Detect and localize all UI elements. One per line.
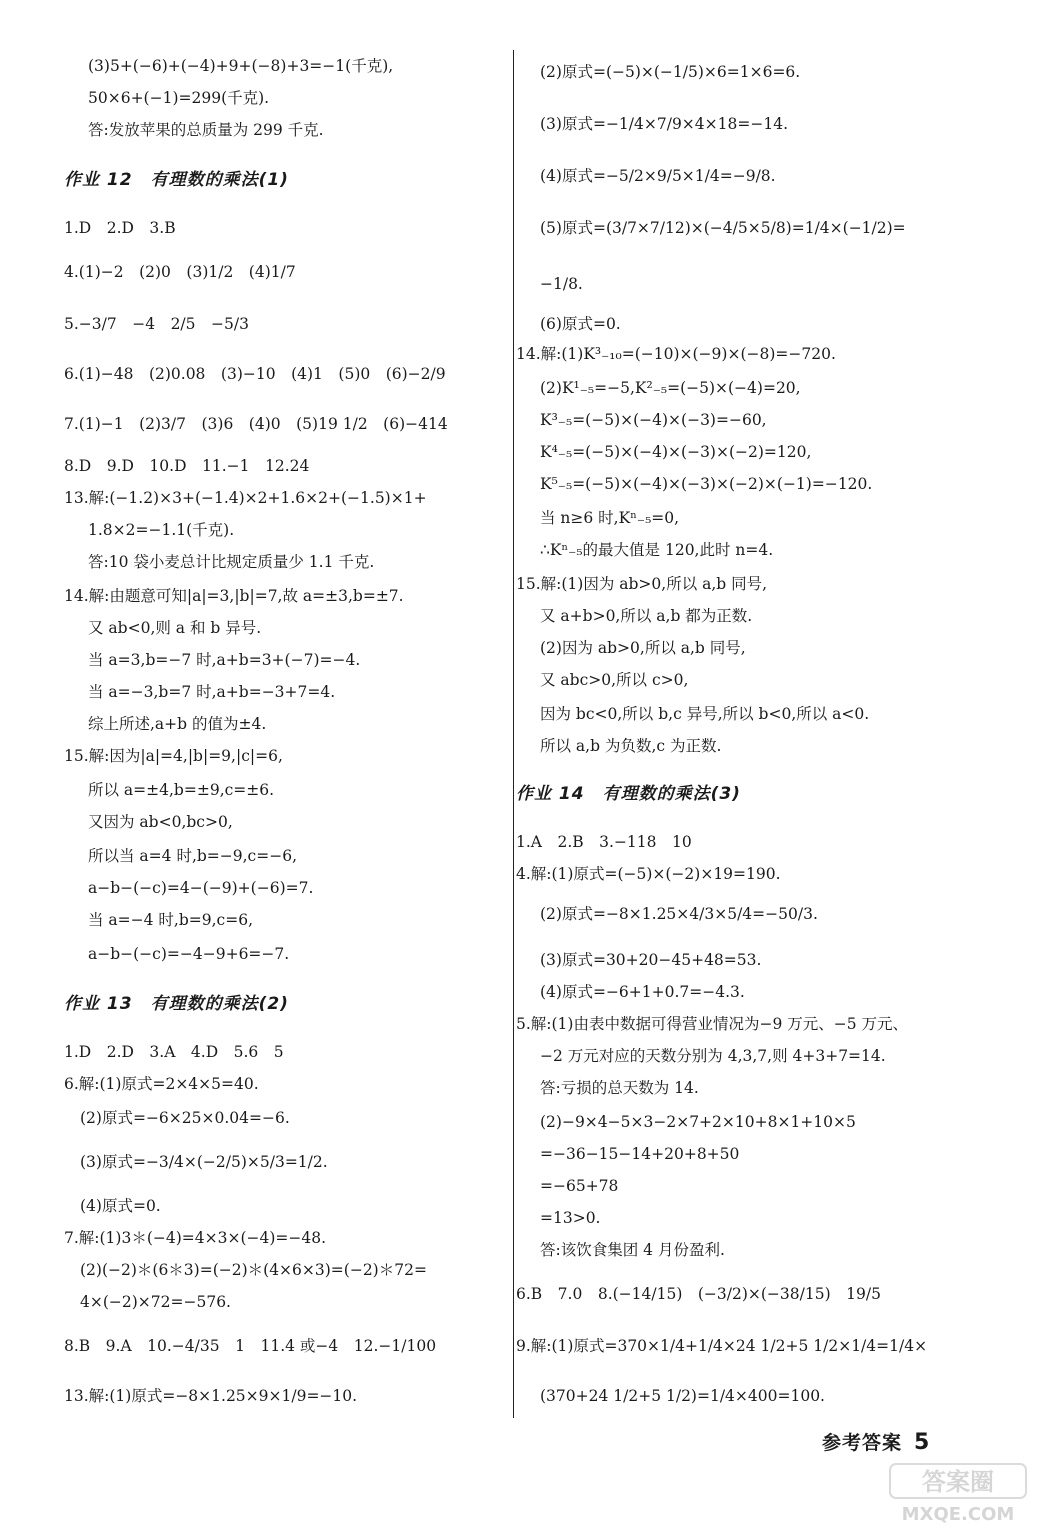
page-number: 5	[914, 1430, 931, 1455]
answer-line: 又 ab<0,则 a 和 b 异号.	[88, 619, 262, 637]
answer-line: 14.解:(1)K³₋₁₀=(−10)×(−9)×(−8)=−720.	[516, 345, 836, 363]
answer-line: 4×(−2)×72=−576.	[80, 1293, 231, 1311]
section-heading: 作业 13 有理数的乘法(2)	[64, 994, 289, 1014]
answer-line: 综上所述,a+b 的值为±4.	[88, 715, 267, 733]
section-heading: 作业 14 有理数的乘法(3)	[516, 784, 741, 804]
answer-line: (2)(−2)＊(6＊3)=(−2)＊(4×6×3)=(−2)＊72=	[80, 1261, 427, 1279]
answer-line: K³₋₅=(−5)×(−4)×(−3)=−60,	[540, 411, 767, 429]
svg-text:答案圈: 答案圈	[922, 1468, 994, 1496]
section-heading: 作业 12 有理数的乘法(1)	[64, 170, 289, 190]
answer-line: (2)原式=−8×1.25×4/3×5/4=−50/3.	[540, 905, 818, 923]
answer-line: (4)原式=0.	[80, 1197, 161, 1215]
answer-line: 当 a=−4 时,b=9,c=6,	[88, 911, 254, 929]
answer-line: 6.解:(1)原式=2×4×5=40.	[64, 1075, 259, 1093]
answer-line: 所以 a,b 为负数,c 为正数.	[540, 737, 722, 755]
answer-line: (2)K¹₋₅=−5,K²₋₅=(−5)×(−4)=20,	[540, 379, 801, 397]
answer-line: 15.解:因为|a|=4,|b|=9,|c|=6,	[64, 747, 283, 765]
answer-line: (3)原式=30+20−45+48=53.	[540, 951, 762, 969]
answer-line: (6)原式=0.	[540, 315, 621, 333]
answer-line: 9.解:(1)原式=370×1/4+1/4×24 1/2+5 1/2×1/4=1/4×	[516, 1337, 928, 1355]
answer-line: 8.B 9.A 10.−4/35 1 11.4 或−4 12.−1/100	[64, 1337, 437, 1355]
answer-line: 所以 a=±4,b=±9,c=±6.	[88, 781, 275, 799]
answer-line: 7.解:(1)3＊(−4)=4×3×(−4)=−48.	[64, 1229, 327, 1247]
answer-line: 当 a=−3,b=7 时,a+b=−3+7=4.	[88, 683, 336, 701]
answer-line: 答:该饮食集团 4 月份盈利.	[540, 1241, 725, 1259]
watermark-logo-icon	[888, 1462, 1028, 1526]
answer-line: (2)因为 ab>0,所以 a,b 同号,	[540, 639, 746, 657]
answer-line: 5.解:(1)由表中数据可得营业情况为−9 万元、−5 万元、	[516, 1015, 909, 1033]
answer-line: (3)原式=−3/4×(−2/5)×5/3=1/2.	[80, 1153, 328, 1171]
answer-line: a−b−(−c)=−4−9+6=−7.	[88, 945, 290, 963]
answer-line: ∴Kⁿ₋₅的最大值是 120,此时 n=4.	[540, 541, 774, 559]
answer-line: (4)原式=−6+1+0.7=−4.3.	[540, 983, 745, 1001]
page-footer	[822, 1428, 930, 1455]
answer-line: (2)原式=(−5)×(−1/5)×6=1×6=6.	[540, 63, 801, 81]
svg-text:MXQE.COM: MXQE.COM	[901, 1504, 1015, 1525]
answer-line: −1/8.	[540, 275, 583, 293]
answer-line: 8.D 9.D 10.D 11.−1 12.24	[64, 457, 310, 475]
answer-line: =−36−15−14+20+8+50	[540, 1145, 740, 1163]
answer-line: K⁵₋₅=(−5)×(−4)×(−3)×(−2)×(−1)=−120.	[540, 475, 873, 493]
answer-line: 14.解:由题意可知|a|=3,|b|=7,故 a=±3,b=±7.	[64, 587, 404, 605]
answer-line: 7.(1)−1 (2)3/7 (3)6 (4)0 (5)19 1/2 (6)−414	[64, 415, 448, 433]
answer-line: 答:发放苹果的总质量为 299 千克.	[88, 121, 324, 139]
answer-line: 4.解:(1)原式=(−5)×(−2)×19=190.	[516, 865, 781, 883]
answer-line: K⁴₋₅=(−5)×(−4)×(−3)×(−2)=120,	[540, 443, 812, 461]
answer-line: 答:亏损的总天数为 14.	[540, 1079, 699, 1097]
column-divider	[513, 50, 514, 1418]
answer-line: 又因为 ab<0,bc>0,	[88, 813, 233, 831]
answer-line: 当 a=3,b=−7 时,a+b=3+(−7)=−4.	[88, 651, 361, 669]
answer-line: 1.A 2.B 3.−118 10	[516, 833, 692, 851]
answer-line: 6.B 7.0 8.(−14/15) (−3/2)×(−38/15) 19/5	[516, 1285, 881, 1303]
answer-line: 答:10 袋小麦总计比规定质量少 1.1 千克.	[88, 553, 375, 571]
answer-line: 1.D 2.D 3.B	[64, 219, 176, 237]
answer-line: 当 n≥6 时,Kⁿ₋₅=0,	[540, 509, 680, 527]
answer-line: 4.(1)−2 (2)0 (3)1/2 (4)1/7	[64, 263, 296, 281]
answer-line: 1.D 2.D 3.A 4.D 5.6 5	[64, 1043, 284, 1061]
answer-line: (2)原式=−6×25×0.04=−6.	[80, 1109, 290, 1127]
answer-line: 13.解:(−1.2)×3+(−1.4)×2+1.6×2+(−1.5)×1+	[64, 489, 427, 507]
answer-line: 因为 bc<0,所以 b,c 异号,所以 b<0,所以 a<0.	[540, 705, 870, 723]
answer-line: (3)原式=−1/4×7/9×4×18=−14.	[540, 115, 788, 133]
answer-line: 6.(1)−48 (2)0.08 (3)−10 (4)1 (5)0 (6)−2/9	[64, 365, 446, 383]
answer-line: 1.8×2=−1.1(千克).	[88, 521, 235, 539]
answer-line: 15.解:(1)因为 ab>0,所以 a,b 同号,	[516, 575, 768, 593]
answer-line: 5.−3/7 −4 2/5 −5/3	[64, 315, 249, 333]
answer-line: 13.解:(1)原式=−8×1.25×9×1/9=−10.	[64, 1387, 358, 1405]
answer-line: (5)原式=(3/7×7/12)×(−4/5×5/8)=1/4×(−1/2)=	[540, 219, 906, 237]
answer-line: (2)−9×4−5×3−2×7+2×10+8×1+10×5	[540, 1113, 856, 1131]
answer-line: a−b−(−c)=4−(−9)+(−6)=7.	[88, 879, 314, 897]
answer-line: 又 a+b>0,所以 a,b 都为正数.	[540, 607, 753, 625]
answer-line: =−65+78	[540, 1177, 619, 1195]
answer-line: 50×6+(−1)=299(千克).	[88, 89, 270, 107]
answer-line: (4)原式=−5/2×9/5×1/4=−9/8.	[540, 167, 776, 185]
answer-line: =13>0.	[540, 1209, 601, 1227]
answer-line: (3)5+(−6)+(−4)+9+(−8)+3=−1(千克),	[88, 57, 394, 75]
answer-line: 又 abc>0,所以 c>0,	[540, 671, 689, 689]
answer-line: 所以当 a=4 时,b=−9,c=−6,	[88, 847, 298, 865]
answer-line: −2 万元对应的天数分别为 4,3,7,则 4+3+7=14.	[540, 1047, 886, 1065]
answer-line: (370+24 1/2+5 1/2)=1/4×400=100.	[540, 1387, 825, 1405]
footer-label: 参考答案	[822, 1432, 903, 1454]
